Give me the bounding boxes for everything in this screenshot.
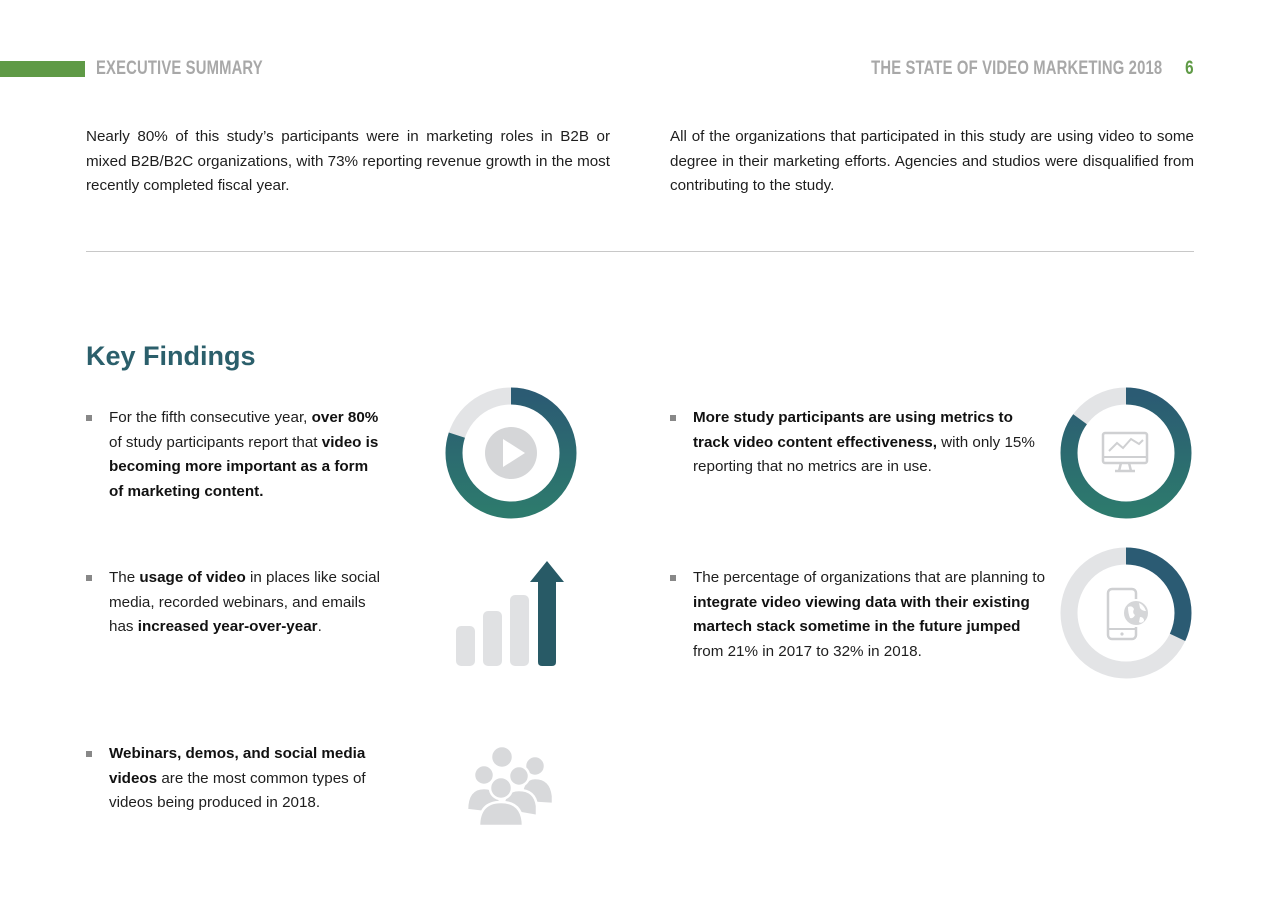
finding-item [670,406,1050,480]
finding-emphasis: integrate video viewing data with their existing martech stack sometime in the future jumped [693,593,1030,635]
finding-text-run: in places like social media, recorded webinars, and emails has [109,569,380,635]
finding-text [109,566,386,640]
finding-text [109,406,386,504]
bullet-marker [670,575,676,581]
finding-text-run: The [109,569,140,586]
key-findings-title: Key Findings [86,341,256,371]
finding-text-run: are the most common types of videos being produced in 2018. [109,769,366,811]
finding-text [109,742,386,816]
bullet-marker [86,751,92,757]
finding-emphasis: usage of video [139,569,246,586]
bullet-marker [86,575,92,581]
page-number: 6 [1185,58,1194,79]
finding-text-run: The percentage of organizations that are planning to [693,569,1046,586]
bullet-marker [86,415,92,421]
finding-emphasis: over 80% [311,409,379,426]
bullet-marker [670,415,676,421]
section-divider [86,251,1194,252]
header-accent-bar [0,61,85,77]
header-section-label: EXECUTIVE SUMMARY [96,58,263,79]
finding-item [86,566,386,640]
finding-text [693,566,1050,664]
monitor-chart-icon [1060,387,1192,519]
finding-emphasis: video is becoming more important as a form of marketing content. [109,433,379,500]
finding-text-run: For the fifth consecutive year, [109,409,312,426]
phone-globe-icon [1060,547,1192,679]
finding-item [86,742,386,816]
people-group-icon [465,744,557,828]
intro-paragraph-right: All of the organizations that participated in this study are using video to some degree in their marketing efforts. Agencies and studios were disqualified from contributing to the study. [670,128,1194,194]
finding-text-run: . [317,618,322,635]
finding-text-run: with only 15% reporting that no metrics are in use. [693,433,1035,475]
bar-growth-arrow-icon [455,560,567,668]
finding-emphasis: More study participants are using metrics to track video content effectiveness, [693,409,1013,451]
finding-emphasis: Webinars, demos, and social media videos [109,745,366,787]
header-report-title: THE STATE OF VIDEO MARKETING 2018 [870,58,1162,79]
intro-paragraph-left: Nearly 80% of this study’s participants were in marketing roles in B2B or mixed B2B/B2C organizations, with 73% reporting revenue growth in the most recently completed fiscal year. [86,128,610,194]
finding-item [86,406,386,504]
finding-emphasis: increased year-over-year [137,618,318,635]
finding-text-run: from 21% in 2017 to 32% in 2018. [693,642,922,660]
finding-item [670,566,1050,664]
play-icon [445,387,577,519]
finding-text-run: of study participants report that [109,433,322,451]
finding-text [693,406,1050,480]
